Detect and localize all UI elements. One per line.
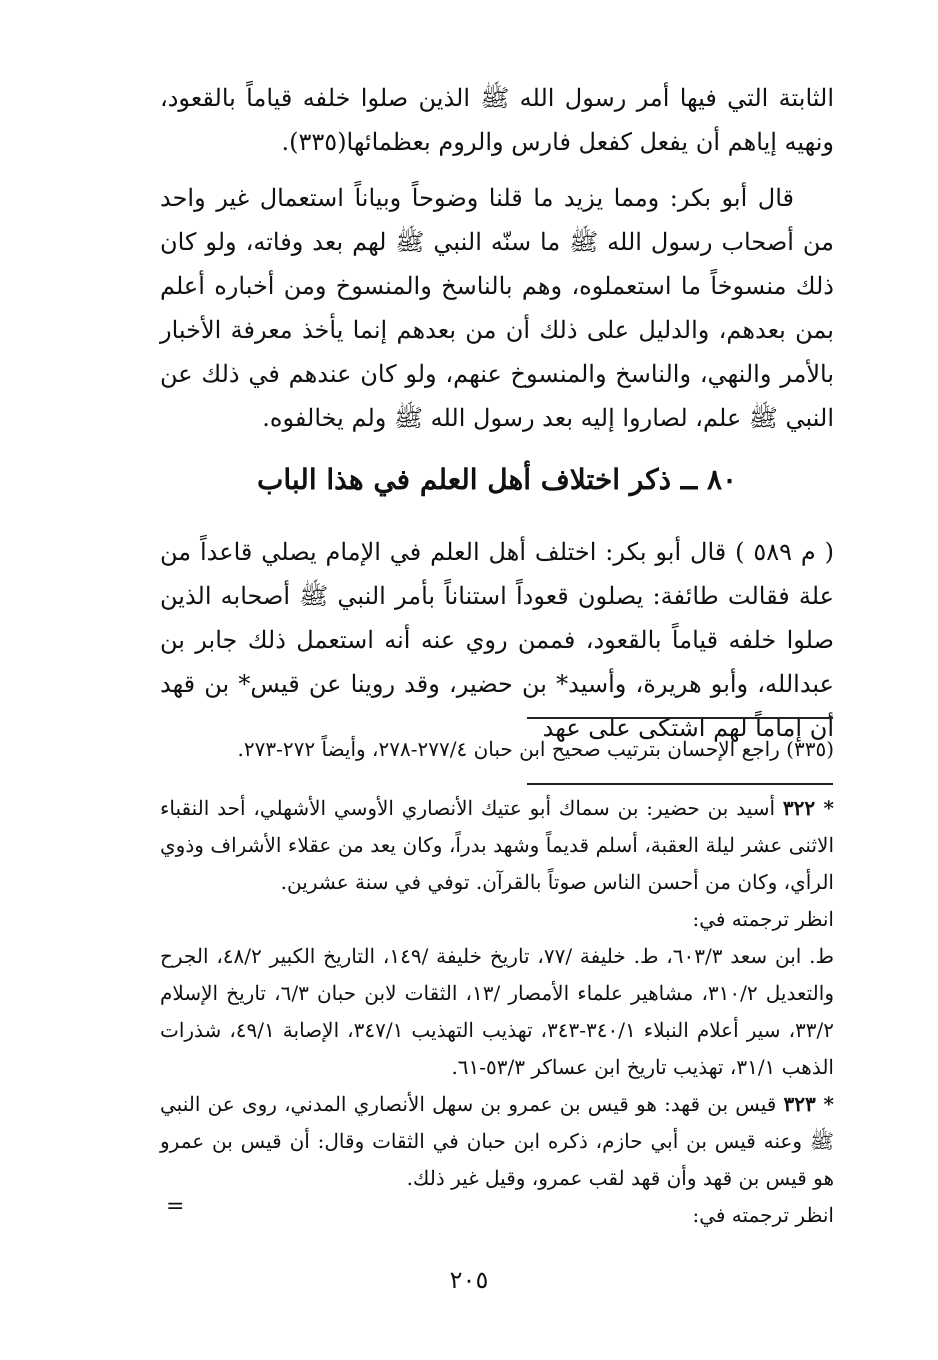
note-323 (160, 1086, 834, 1197)
note-322-marker: * ٣٢٢ (782, 796, 835, 820)
note-323-see-label: انظر ترجمته في: (692, 1203, 834, 1227)
note-323-text: قيس بن قهد: هو قيس بن عمرو بن سهل الأنصاري المدني، روى عن النبي ﷺ وعنه قيس بن أبي حازم، ذكره ابن حبان في الثقات وقال: أن قيس بن عمرو هو قيس بن قهد وأن قهد لقب عمرو، وقيل غير ذلك. (160, 1092, 834, 1190)
note-322-text: أسيد بن حضير: بن سماك أبو عتيك الأنصاري الأوسي الأشهلي، أحد النقباء الاثنى عشر ليلة العقبة، أسلم قديماً وشهد بدراً، وكان يعد من عقلاء الأشراف وذوي الرأي، وكان من أحسن الناس صوتاً بالقرآن. توفي في سنة عشرين. (160, 796, 835, 894)
footnote-divider (527, 717, 833, 719)
note-323-marker: * ٣٢٣ (783, 1092, 834, 1116)
notes-divider (527, 783, 833, 785)
paragraph-3: ( م ٥٨٩ ) قال أبو بكر: اختلف أهل العلم في الإمام يصلي قاعداً من علة فقالت طائفة: يصلون قعوداً استناناً بأمر النبي ﷺ أصحابه الذين صلوا خلفه قياماً بالقعود، فممن روي عنه أنه استعمل ذلك جابر بن عبدالله، وأبو هريرة، وأسيد* بن حضير، وقد روينا عن قيس* بن قهد أن إماماً لهم اشتكى على عهد (160, 538, 834, 742)
footnote-335: (٣٣٥) راجع الإحسان بترتيب صحيح ابن حبان ٢٧٧/٤-٢٧٨، وأيضاً ٢٧٢-٢٧٣. (237, 737, 834, 761)
note-322-sources: ط. ابن سعد ٦٠٣/٣، ط. خليفة /٧٧، تاريخ خليفة /١٤٩، التاريخ الكبير ٤٨/٢، الجرح والتعديل ٣١٠/٢، مشاهير علماء الأمصار /١٣، الثقات لابن حبان ٦/٣، تاريخ الإسلام ٣٣/٢، سير أعلام النبلاء ٣٤٠/١-٣٤٣، تهذيب التهذيب ٣٤٧/١، الإصابة ٤٩/١، شذرات الذهب ٣١/١، تهذيب تاريخ ابن عساكر ٥٣/٣-٦١. (160, 944, 834, 1079)
biographical-notes (160, 790, 834, 1234)
paragraph-1: الثابتة التي فيها أمر رسول الله ﷺ الذين صلوا خلفه قياماً بالقعود، ونهيه إياهم أن يفعل كفعل فارس والروم بعظمائها(٣٣٥). (160, 84, 834, 156)
page-number: ٢٠٥ (449, 1266, 489, 1294)
section-heading: ٨٠ ــ ذكر اختلاف أهل العلم في هذا الباب (256, 463, 738, 496)
continuation-mark: = (166, 1194, 185, 1219)
note-322-see-label: انظر ترجمته في: (692, 907, 834, 931)
note-322 (160, 790, 834, 901)
paragraph-2: قال أبو بكر: ومما يزيد ما قلنا وضوحاً وبياناً استعمال غير واحد من أصحاب رسول الله ﷺ ما سنّه النبي ﷺ لهم بعد وفاته، ولو كان ذلك منسوخاً ما استعملوه، وهم بالناسخ والمنسوخ ومن أخباره أعلم بمن بعدهم، والدليل على ذلك أن من بعدهم إنما يأخذ معرفة الأخبار بالأمر والنهي، والناسخ والمنسوخ عنهم، ولو كان عندهم في ذلك عن النبي ﷺ علم، لصاروا إليه بعد رسول الله ﷺ ولم يخالفوه. (160, 184, 834, 432)
